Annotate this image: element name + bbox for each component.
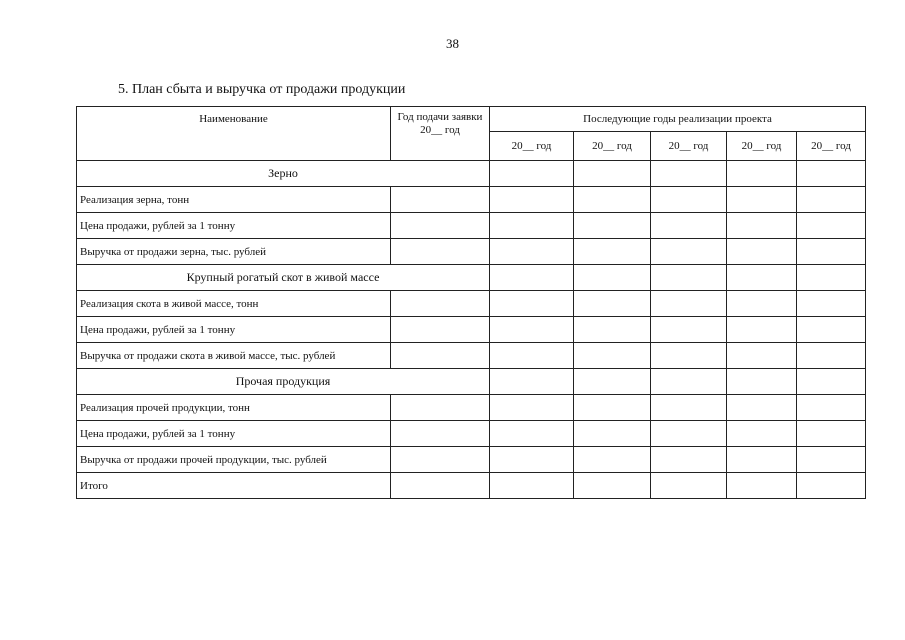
table-cell[interactable] bbox=[651, 161, 727, 187]
table-cell[interactable] bbox=[651, 395, 727, 421]
table-cell[interactable] bbox=[651, 317, 727, 343]
header-year-5: 20__ год bbox=[797, 132, 866, 161]
table-cell[interactable] bbox=[574, 213, 651, 239]
table-cell[interactable] bbox=[727, 447, 797, 473]
table-cell[interactable] bbox=[574, 317, 651, 343]
group-row bbox=[77, 265, 866, 291]
table-cell[interactable] bbox=[651, 421, 727, 447]
table-cell[interactable] bbox=[574, 447, 651, 473]
table-cell[interactable] bbox=[490, 343, 574, 369]
table-cell[interactable] bbox=[391, 473, 490, 499]
row-label: Реализация скота в живой массе, тонн bbox=[77, 291, 391, 317]
row-label: Цена продажи, рублей за 1 тонну bbox=[77, 317, 391, 343]
row-label: Цена продажи, рублей за 1 тонну bbox=[77, 421, 391, 447]
table-cell[interactable] bbox=[797, 239, 866, 265]
table-cell[interactable] bbox=[797, 265, 866, 291]
table-cell[interactable] bbox=[727, 213, 797, 239]
group-title: Зерно bbox=[77, 161, 490, 187]
group-title: Прочая продукция bbox=[77, 369, 490, 395]
table-cell[interactable] bbox=[391, 291, 490, 317]
table-cell[interactable] bbox=[797, 369, 866, 395]
table-cell[interactable] bbox=[727, 239, 797, 265]
header-following-years: Последующие годы реализации проекта bbox=[490, 107, 866, 132]
table-cell[interactable] bbox=[727, 317, 797, 343]
table-cell[interactable] bbox=[574, 239, 651, 265]
table-cell[interactable] bbox=[574, 369, 651, 395]
table-cell[interactable] bbox=[797, 187, 866, 213]
table-row bbox=[77, 213, 866, 239]
row-label: Выручка от продажи прочей продукции, тыс. рублей bbox=[77, 447, 391, 473]
table-cell[interactable] bbox=[574, 421, 651, 447]
table-cell[interactable] bbox=[391, 213, 490, 239]
table-cell[interactable] bbox=[490, 447, 574, 473]
table-cell[interactable] bbox=[797, 421, 866, 447]
table-cell[interactable] bbox=[727, 265, 797, 291]
table-cell[interactable] bbox=[574, 265, 651, 291]
table-cell[interactable] bbox=[391, 447, 490, 473]
section-title: 5. План сбыта и выручка от продажи продукции bbox=[118, 82, 406, 97]
table-cell[interactable] bbox=[574, 395, 651, 421]
table-cell[interactable] bbox=[490, 473, 574, 499]
table-cell[interactable] bbox=[490, 239, 574, 265]
table-cell[interactable] bbox=[490, 161, 574, 187]
row-label: Выручка от продажи скота в живой массе, тыс. рублей bbox=[77, 343, 391, 369]
table-cell[interactable] bbox=[651, 239, 727, 265]
group-row bbox=[77, 369, 866, 395]
table-cell[interactable] bbox=[391, 317, 490, 343]
table-cell[interactable] bbox=[727, 369, 797, 395]
table-cell[interactable] bbox=[574, 343, 651, 369]
header-year-4: 20__ год bbox=[727, 132, 797, 161]
table-cell[interactable] bbox=[391, 239, 490, 265]
table-cell[interactable] bbox=[727, 421, 797, 447]
table-row bbox=[77, 395, 866, 421]
page-number: 38 bbox=[446, 36, 459, 51]
row-label: Цена продажи, рублей за 1 тонну bbox=[77, 213, 391, 239]
table-cell[interactable] bbox=[727, 395, 797, 421]
table-cell[interactable] bbox=[391, 421, 490, 447]
table-cell[interactable] bbox=[727, 161, 797, 187]
table-cell[interactable] bbox=[490, 395, 574, 421]
table-cell[interactable] bbox=[727, 473, 797, 499]
group-row bbox=[77, 161, 866, 187]
table-cell[interactable] bbox=[490, 265, 574, 291]
table-row bbox=[77, 239, 866, 265]
row-label: Выручка от продажи зерна, тыс. рублей bbox=[77, 239, 391, 265]
table-row bbox=[77, 291, 866, 317]
table-cell[interactable] bbox=[490, 421, 574, 447]
header-year-3: 20__ год bbox=[651, 132, 727, 161]
table-cell[interactable] bbox=[391, 343, 490, 369]
header-application-year: Год подачи заявки 20__ год bbox=[391, 107, 490, 161]
table-cell[interactable] bbox=[391, 395, 490, 421]
table-cell[interactable] bbox=[574, 187, 651, 213]
table-cell[interactable] bbox=[490, 317, 574, 343]
table-cell[interactable] bbox=[651, 369, 727, 395]
total-row bbox=[77, 473, 866, 499]
group-title: Крупный рогатый скот в живой массе bbox=[77, 265, 490, 291]
table-cell[interactable] bbox=[651, 291, 727, 317]
table-cell[interactable] bbox=[727, 187, 797, 213]
table-cell[interactable] bbox=[651, 265, 727, 291]
table-cell[interactable] bbox=[727, 291, 797, 317]
table-row bbox=[77, 187, 866, 213]
table-cell[interactable] bbox=[391, 187, 490, 213]
table-cell[interactable] bbox=[574, 291, 651, 317]
table-cell[interactable] bbox=[490, 369, 574, 395]
row-label: Реализация зерна, тонн bbox=[77, 187, 391, 213]
table-row bbox=[77, 447, 866, 473]
table-cell[interactable] bbox=[797, 213, 866, 239]
table-cell[interactable] bbox=[797, 395, 866, 421]
table-cell[interactable] bbox=[574, 473, 651, 499]
row-label: Реализация прочей продукции, тонн bbox=[77, 395, 391, 421]
sales-plan-table bbox=[76, 106, 866, 499]
table-row bbox=[77, 317, 866, 343]
header-name: Наименование bbox=[77, 107, 391, 161]
total-label: Итого bbox=[77, 473, 391, 499]
table-cell[interactable] bbox=[490, 291, 574, 317]
table-cell[interactable] bbox=[797, 291, 866, 317]
table-cell[interactable] bbox=[797, 447, 866, 473]
table-cell[interactable] bbox=[651, 213, 727, 239]
header-year-2: 20__ год bbox=[574, 132, 651, 161]
table-cell[interactable] bbox=[797, 317, 866, 343]
table-cell[interactable] bbox=[727, 343, 797, 369]
table-cell[interactable] bbox=[490, 213, 574, 239]
header-year-1: 20__ год bbox=[490, 132, 574, 161]
table-cell[interactable] bbox=[651, 447, 727, 473]
table-row bbox=[77, 343, 866, 369]
table-cell[interactable] bbox=[651, 343, 727, 369]
table-cell[interactable] bbox=[574, 161, 651, 187]
table-cell[interactable] bbox=[490, 187, 574, 213]
table-cell[interactable] bbox=[651, 187, 727, 213]
table-cell[interactable] bbox=[797, 473, 866, 499]
table-cell[interactable] bbox=[651, 473, 727, 499]
table-cell[interactable] bbox=[797, 161, 866, 187]
table-row bbox=[77, 421, 866, 447]
table-cell[interactable] bbox=[797, 343, 866, 369]
